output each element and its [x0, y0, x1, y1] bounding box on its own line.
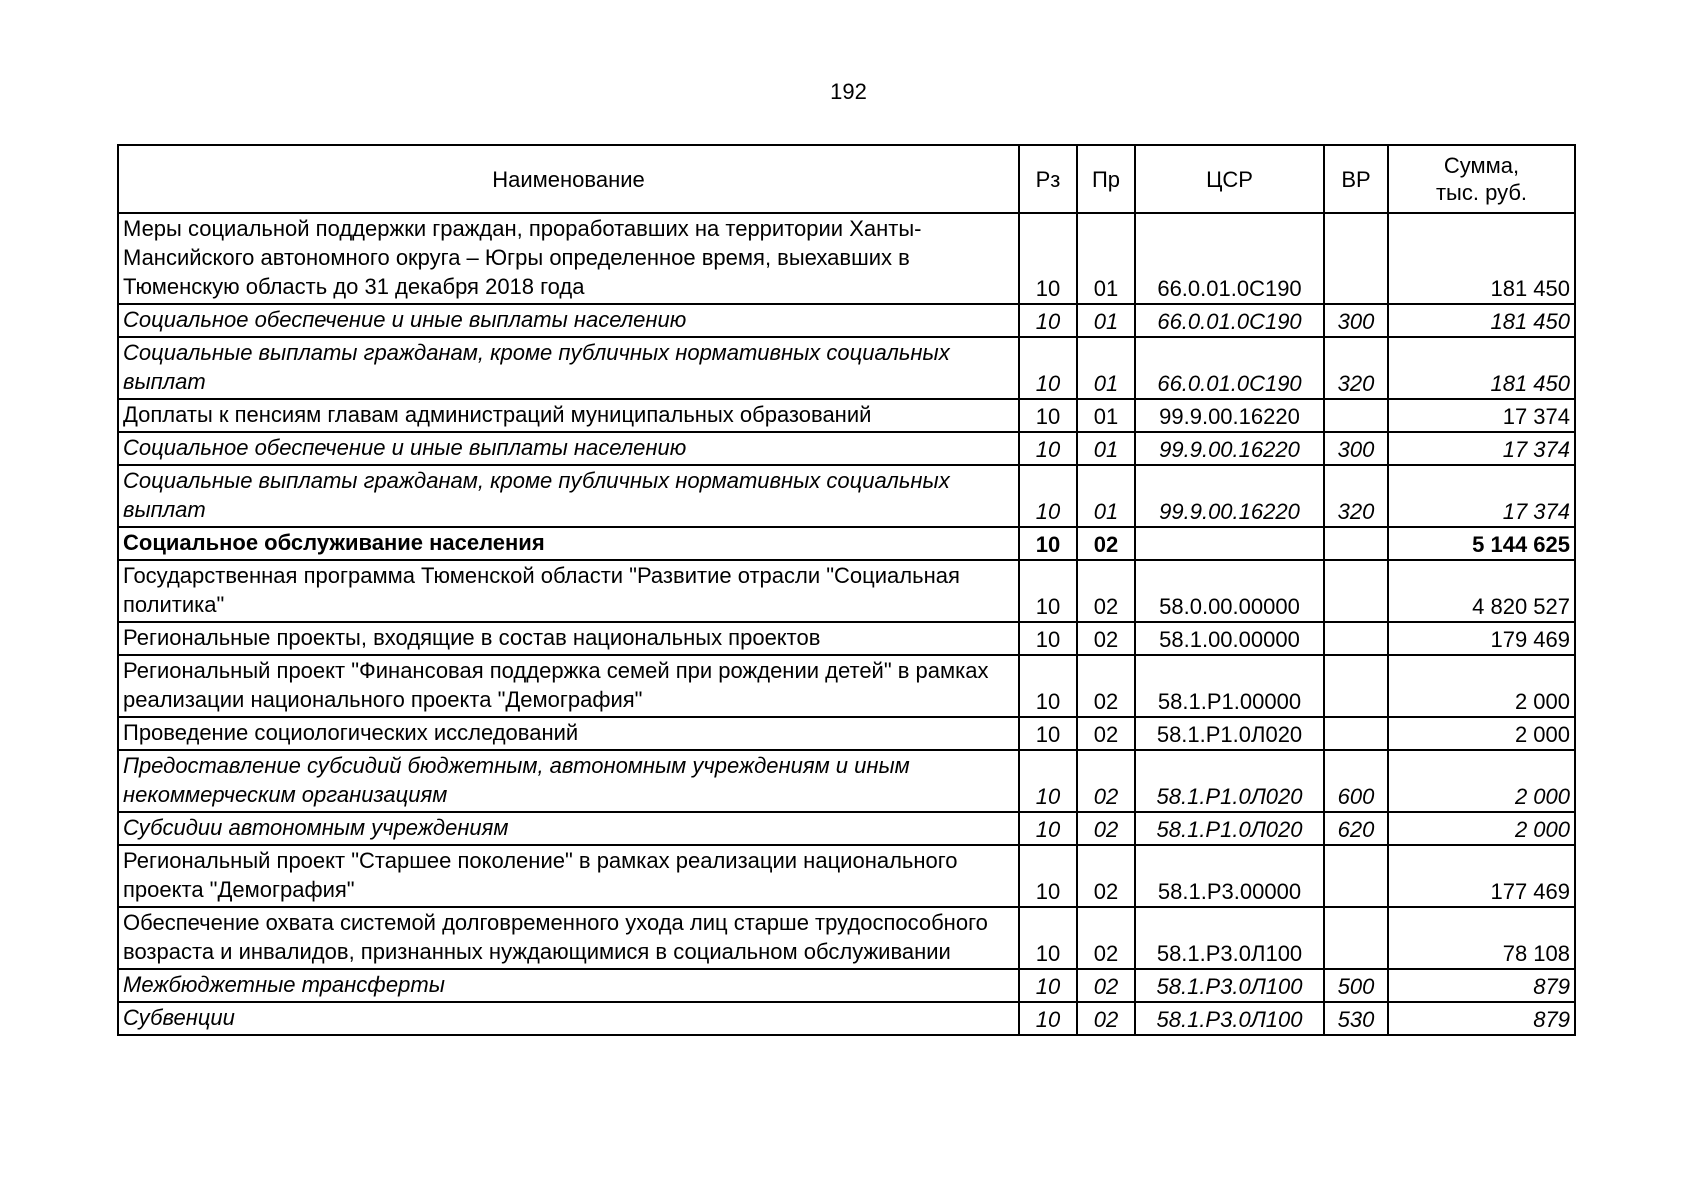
cell-rz: 10: [1019, 399, 1077, 432]
cell-pr: 02: [1077, 750, 1135, 812]
cell-csr: 58.1.P1.0Л020: [1135, 717, 1324, 750]
cell-vr: [1324, 907, 1388, 969]
header-name: Наименование: [118, 145, 1019, 213]
header-vr: ВР: [1324, 145, 1388, 213]
cell-vr: 530: [1324, 1002, 1388, 1035]
table-row: [118, 655, 1575, 717]
table-row: [118, 213, 1575, 304]
table-row: [118, 717, 1575, 750]
table-row: [118, 304, 1575, 337]
cell-name: Региональные проекты, входящие в состав национальных проектов: [118, 622, 1019, 655]
cell-csr: 99.9.00.16220: [1135, 432, 1324, 465]
table-row: [118, 845, 1575, 907]
cell-pr: 01: [1077, 432, 1135, 465]
cell-pr: 02: [1077, 969, 1135, 1002]
table-row: [118, 969, 1575, 1002]
cell-pr: 02: [1077, 717, 1135, 750]
cell-name: Межбюджетные трансферты: [118, 969, 1019, 1002]
cell-csr: 58.1.P3.0Л100: [1135, 907, 1324, 969]
cell-csr: 58.1.P1.0Л020: [1135, 750, 1324, 812]
cell-sum: 17 374: [1388, 399, 1575, 432]
table-row: [118, 750, 1575, 812]
cell-csr: 58.1.P1.0Л020: [1135, 812, 1324, 845]
cell-sum: 2 000: [1388, 717, 1575, 750]
cell-rz: 10: [1019, 812, 1077, 845]
cell-sum: 177 469: [1388, 845, 1575, 907]
cell-rz: 10: [1019, 717, 1077, 750]
cell-pr: 01: [1077, 213, 1135, 304]
cell-vr: [1324, 560, 1388, 622]
cell-rz: 10: [1019, 655, 1077, 717]
cell-pr: 02: [1077, 812, 1135, 845]
cell-name: Обеспечение охвата системой долговременного ухода лиц старше трудоспособного возраста и инвалидов, признанных нуждающимися в социальном обслуживании: [118, 907, 1019, 969]
cell-sum: 181 450: [1388, 304, 1575, 337]
cell-rz: 10: [1019, 1002, 1077, 1035]
cell-csr: 99.9.00.16220: [1135, 465, 1324, 527]
table-row: [118, 907, 1575, 969]
cell-vr: [1324, 399, 1388, 432]
cell-rz: 10: [1019, 213, 1077, 304]
header-rz: Рз: [1019, 145, 1077, 213]
cell-csr: 99.9.00.16220: [1135, 399, 1324, 432]
header-csr: ЦСР: [1135, 145, 1324, 213]
cell-name: Региональный проект "Старшее поколение" в рамках реализации национального проекта "Демография": [118, 845, 1019, 907]
cell-rz: 10: [1019, 969, 1077, 1002]
table-row: [118, 1002, 1575, 1035]
cell-vr: 320: [1324, 337, 1388, 399]
cell-csr: 58.0.00.00000: [1135, 560, 1324, 622]
cell-csr: 66.0.01.0С190: [1135, 213, 1324, 304]
cell-vr: [1324, 655, 1388, 717]
table-row: [118, 432, 1575, 465]
cell-vr: 500: [1324, 969, 1388, 1002]
cell-sum: 181 450: [1388, 337, 1575, 399]
header-sum-line2: тыс. руб.: [1435, 180, 1528, 205]
cell-name: Социальное обслуживание населения: [118, 527, 1019, 560]
cell-rz: 10: [1019, 622, 1077, 655]
page-number: 192: [830, 79, 867, 104]
header-sum: [1388, 145, 1575, 213]
cell-csr: 58.1.00.00000: [1135, 622, 1324, 655]
cell-rz: 10: [1019, 845, 1077, 907]
budget-table: [117, 144, 1576, 1036]
cell-vr: [1324, 527, 1388, 560]
table-row: [118, 465, 1575, 527]
cell-pr: 01: [1077, 337, 1135, 399]
cell-vr: [1324, 213, 1388, 304]
cell-pr: 02: [1077, 1002, 1135, 1035]
cell-sum: 2 000: [1388, 812, 1575, 845]
table-row: [118, 560, 1575, 622]
cell-pr: 02: [1077, 622, 1135, 655]
cell-rz: 10: [1019, 560, 1077, 622]
header-pr: Пр: [1077, 145, 1135, 213]
cell-pr: 02: [1077, 845, 1135, 907]
cell-rz: 10: [1019, 304, 1077, 337]
header-sum-line1: Сумма,: [1443, 153, 1520, 178]
cell-pr: 02: [1077, 655, 1135, 717]
table-row: [118, 622, 1575, 655]
cell-name: Социальные выплаты гражданам, кроме публичных нормативных социальных выплат: [118, 465, 1019, 527]
table-row: [118, 337, 1575, 399]
cell-sum: 78 108: [1388, 907, 1575, 969]
cell-rz: 10: [1019, 527, 1077, 560]
cell-vr: 600: [1324, 750, 1388, 812]
cell-sum: 2 000: [1388, 655, 1575, 717]
cell-pr: 02: [1077, 907, 1135, 969]
cell-csr: 58.1.P3.00000: [1135, 845, 1324, 907]
cell-sum: 879: [1388, 1002, 1575, 1035]
cell-name: Доплаты к пенсиям главам администраций муниципальных образований: [118, 399, 1019, 432]
table-row: [118, 812, 1575, 845]
cell-pr: 01: [1077, 399, 1135, 432]
cell-vr: 620: [1324, 812, 1388, 845]
cell-name: Социальное обеспечение и иные выплаты населению: [118, 432, 1019, 465]
cell-sum: 181 450: [1388, 213, 1575, 304]
cell-name: Социальное обеспечение и иные выплаты населению: [118, 304, 1019, 337]
table-body: [118, 213, 1575, 1035]
cell-sum: 179 469: [1388, 622, 1575, 655]
table-row: [118, 399, 1575, 432]
cell-csr: 66.0.01.0С190: [1135, 304, 1324, 337]
cell-sum: 2 000: [1388, 750, 1575, 812]
cell-pr: 02: [1077, 560, 1135, 622]
cell-pr: 01: [1077, 304, 1135, 337]
cell-csr: 58.1.P1.00000: [1135, 655, 1324, 717]
cell-rz: 10: [1019, 750, 1077, 812]
cell-rz: 10: [1019, 907, 1077, 969]
cell-vr: 300: [1324, 304, 1388, 337]
cell-name: Региональный проект "Финансовая поддержка семей при рождении детей" в рамках реализации национального проекта "Демография": [118, 655, 1019, 717]
cell-csr: 66.0.01.0С190: [1135, 337, 1324, 399]
cell-csr: [1135, 527, 1324, 560]
cell-vr: 320: [1324, 465, 1388, 527]
cell-name: Проведение социологических исследований: [118, 717, 1019, 750]
cell-csr: 58.1.P3.0Л100: [1135, 1002, 1324, 1035]
cell-sum: 17 374: [1388, 465, 1575, 527]
cell-name: Социальные выплаты гражданам, кроме публичных нормативных социальных выплат: [118, 337, 1019, 399]
cell-rz: 10: [1019, 465, 1077, 527]
table-row: [118, 527, 1575, 560]
cell-vr: [1324, 622, 1388, 655]
cell-rz: 10: [1019, 337, 1077, 399]
cell-vr: [1324, 717, 1388, 750]
cell-name: Предоставление субсидий бюджетным, автономным учреждениям и иным некоммерческим организациям: [118, 750, 1019, 812]
cell-pr: 02: [1077, 527, 1135, 560]
cell-sum: 5 144 625: [1388, 527, 1575, 560]
cell-csr: 58.1.P3.0Л100: [1135, 969, 1324, 1002]
cell-rz: 10: [1019, 432, 1077, 465]
cell-vr: 300: [1324, 432, 1388, 465]
cell-pr: 01: [1077, 465, 1135, 527]
cell-vr: [1324, 845, 1388, 907]
cell-sum: 17 374: [1388, 432, 1575, 465]
cell-name: Субвенции: [118, 1002, 1019, 1035]
cell-name: Государственная программа Тюменской области "Развитие отрасли "Социальная политика": [118, 560, 1019, 622]
cell-name: Меры социальной поддержки граждан, проработавших на территории Ханты-Мансийского автономного округа – Югры определенное время, выехавших в Тюменскую область до 31 декабря 2018 года: [118, 213, 1019, 304]
cell-sum: 879: [1388, 969, 1575, 1002]
cell-sum: 4 820 527: [1388, 560, 1575, 622]
table-header-row: [118, 145, 1575, 213]
cell-name: Субсидии автономным учреждениям: [118, 812, 1019, 845]
